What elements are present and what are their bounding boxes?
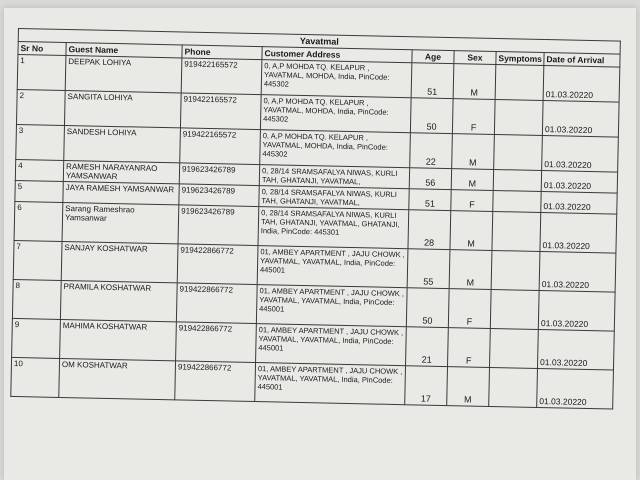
header-guest-name: Guest Name bbox=[66, 43, 182, 58]
document-sheet bbox=[10, 28, 620, 410]
row-symptoms bbox=[493, 190, 541, 212]
row-address: 01, AMBEY APARTMENT , JAJU CHOWK , YAVATMAL, YAVATMAL, India, PinCode: 445001 bbox=[255, 363, 406, 405]
row-date-of-arrival: 01.03.20220 bbox=[542, 136, 619, 173]
row-phone: 919623426789 bbox=[179, 163, 259, 186]
row-guest-name: JAYA RAMESH YAMSANWAR bbox=[63, 181, 179, 204]
row-phone: 919422866772 bbox=[177, 244, 258, 285]
row-sex: F bbox=[451, 190, 493, 212]
row-guest-name: RAMESH NARAYANRAO YAMSANWAR bbox=[63, 160, 179, 183]
row-sex: M bbox=[453, 64, 496, 100]
row-date-of-arrival: 01.03.20220 bbox=[537, 329, 614, 370]
row-guest-name: MAHIMA KOSHATWAR bbox=[60, 319, 177, 360]
row-phone: 919422866772 bbox=[175, 361, 256, 402]
row-symptoms bbox=[494, 134, 543, 170]
row-sex: F bbox=[448, 289, 491, 329]
row-sex: M bbox=[451, 169, 493, 191]
row-sex: M bbox=[449, 250, 492, 290]
row-address: 0, A,P MOHDA TQ. KELAPUR , YAVATMAL, MOHDA, India, PinCode: 445302 bbox=[260, 95, 411, 133]
row-symptoms bbox=[489, 328, 538, 368]
row-date-of-arrival: 01.03.20220 bbox=[537, 368, 614, 409]
row-age: 55 bbox=[407, 249, 450, 289]
row-guest-name: DEEPAK LOHIYA bbox=[65, 56, 182, 93]
row-address: 0, A,P MOHDA TQ. KELAPUR , YAVATMAL, MOHDA, India, PinCode: 445302 bbox=[261, 60, 412, 98]
row-guest-name: SANGITA LOHIYA bbox=[64, 91, 181, 128]
row-sr-no: 5 bbox=[15, 180, 63, 202]
row-date-of-arrival: 01.03.20220 bbox=[542, 101, 619, 138]
row-sr-no: 1 bbox=[17, 55, 66, 91]
row-symptoms bbox=[494, 100, 543, 136]
row-sr-no: 8 bbox=[12, 279, 61, 319]
paper-sheet bbox=[4, 8, 636, 480]
row-phone: 919422165572 bbox=[181, 58, 262, 95]
guest-table bbox=[10, 28, 621, 410]
row-guest-name: OM KOSHATWAR bbox=[59, 358, 176, 399]
document-title: Yavatmal bbox=[18, 29, 620, 55]
row-phone: 919623426789 bbox=[179, 184, 259, 207]
row-date-of-arrival: 01.03.20220 bbox=[538, 290, 615, 331]
row-guest-name: SANJAY KOSHATWAR bbox=[61, 241, 178, 282]
row-symptoms bbox=[493, 169, 541, 191]
row-date-of-arrival: 01.03.20220 bbox=[541, 170, 617, 193]
row-age: 17 bbox=[405, 366, 448, 406]
row-age: 50 bbox=[410, 98, 453, 134]
header-sex: Sex bbox=[454, 51, 496, 65]
row-sr-no: 9 bbox=[12, 318, 61, 358]
row-symptoms bbox=[489, 367, 538, 407]
row-sex: M bbox=[450, 211, 493, 251]
row-symptoms bbox=[490, 289, 539, 329]
row-address: 01, AMBEY APARTMENT , JAJU CHOWK , YAVATMAL, YAVATMAL, India, PinCode: 445001 bbox=[256, 324, 407, 366]
row-phone: 919422165572 bbox=[180, 93, 261, 130]
row-sr-no: 3 bbox=[16, 124, 65, 160]
header-age: Age bbox=[412, 50, 454, 64]
row-address: 01, AMBEY APARTMENT , JAJU CHOWK , YAVATMAL, YAVATMAL, India, PinCode: 445001 bbox=[257, 246, 408, 288]
row-guest-name: Sarang Rameshrao Yamsanwar bbox=[62, 202, 179, 243]
row-sr-no: 2 bbox=[16, 89, 65, 125]
row-age: 21 bbox=[406, 327, 449, 367]
row-age: 50 bbox=[406, 288, 449, 328]
row-sex: F bbox=[452, 99, 495, 135]
row-address: 0, 28/14 SRAMSAFALYA NIWAS, KURLI TAH, GHATANJI, YAVATMAL, bbox=[259, 165, 409, 189]
row-phone: 919623426789 bbox=[178, 205, 259, 246]
row-age: 51 bbox=[411, 63, 454, 99]
row-address: 0, A,P MOHDA TQ. KELAPUR , YAVATMAL, MOHDA, India, PinCode: 445302 bbox=[260, 130, 411, 168]
row-age: 28 bbox=[408, 210, 451, 250]
row-guest-name: PRAMILA KOSHATWAR bbox=[60, 280, 177, 321]
row-sex: M bbox=[452, 134, 495, 170]
row-date-of-arrival: 01.03.20220 bbox=[543, 66, 620, 103]
row-date-of-arrival: 01.03.20220 bbox=[541, 191, 617, 214]
row-address: 0, 28/14 SRAMSAFALYA NIWAS, KURLI TAH, GHATANJI, YAVATMAL, GHATANJI, India, PinCode: 445301 bbox=[258, 207, 409, 249]
row-sr-no: 7 bbox=[13, 240, 62, 280]
row-sr-no: 6 bbox=[14, 201, 63, 241]
row-sex: M bbox=[447, 367, 490, 407]
row-age: 56 bbox=[409, 168, 451, 190]
row-sex: F bbox=[448, 328, 491, 368]
row-phone: 919422866772 bbox=[176, 283, 257, 324]
row-address: 0, 28/14 SRAMSAFALYA NIWAS, KURLI TAH, GHATANJI, YAVATMAL, bbox=[259, 186, 409, 210]
row-phone: 919422866772 bbox=[176, 322, 257, 363]
row-sr-no: 10 bbox=[11, 357, 60, 397]
row-date-of-arrival: 01.03.20220 bbox=[540, 212, 617, 253]
header-address: Customer Address bbox=[262, 47, 412, 63]
row-age: 51 bbox=[409, 189, 451, 211]
row-age: 22 bbox=[410, 133, 453, 169]
header-symptoms: Symptoms bbox=[496, 52, 544, 66]
header-phone: Phone bbox=[182, 45, 262, 60]
row-symptoms bbox=[492, 211, 541, 251]
row-guest-name: SANDESH LOHIYA bbox=[64, 125, 181, 162]
row-date-of-arrival: 01.03.20220 bbox=[539, 251, 616, 292]
row-phone: 919422165572 bbox=[180, 128, 261, 165]
header-date-of-arrival: Date of Arrival bbox=[544, 53, 620, 68]
row-address: 01, AMBEY APARTMENT , JAJU CHOWK , YAVATMAL, YAVATMAL, India, PinCode: 445001 bbox=[256, 285, 407, 327]
row-symptoms bbox=[495, 65, 544, 101]
header-sr-no: Sr No bbox=[18, 42, 66, 56]
row-symptoms bbox=[491, 250, 540, 290]
row-sr-no: 4 bbox=[15, 159, 63, 181]
